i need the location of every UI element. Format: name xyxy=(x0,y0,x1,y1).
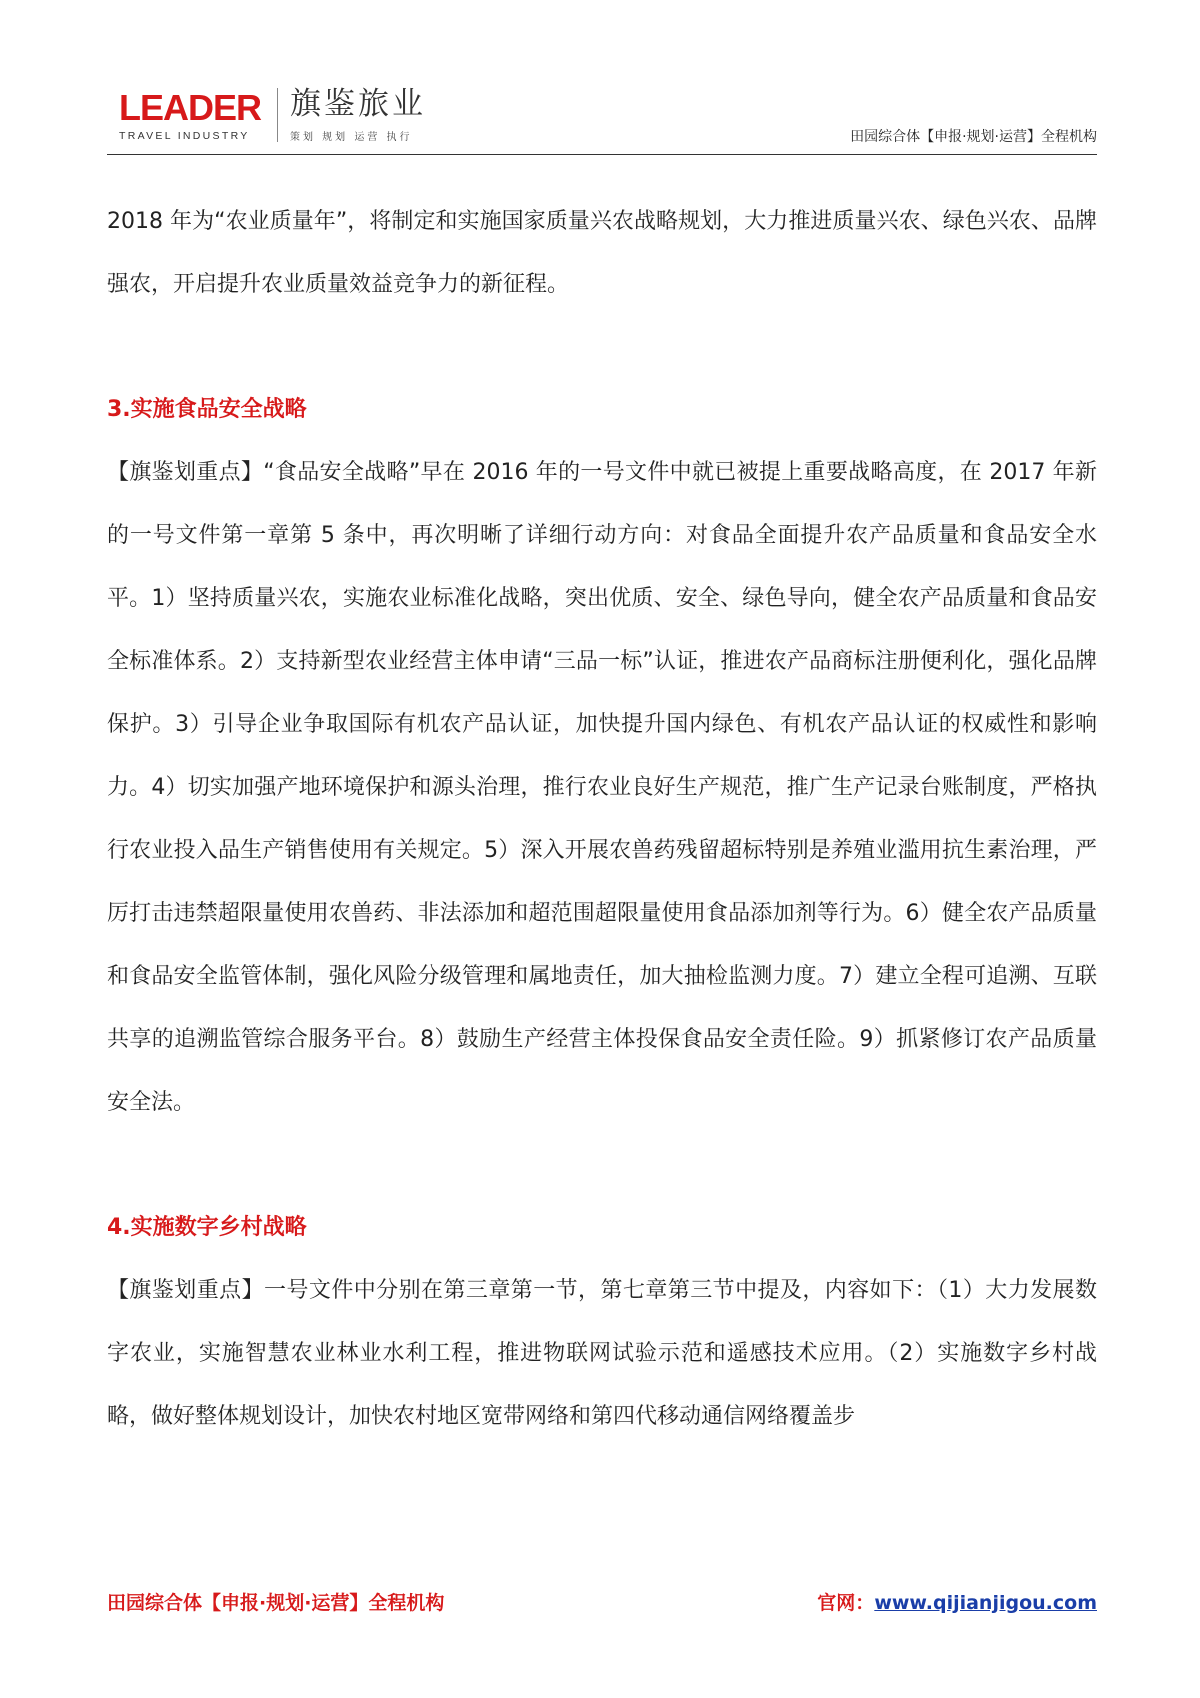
footer-website-label: 官网： xyxy=(817,1592,875,1614)
spacer xyxy=(107,316,1097,378)
logo-wordmark: LEADER xyxy=(119,87,262,128)
brand-name: 旗鉴旅业 xyxy=(290,86,426,122)
logo-subtitle: TRAVEL INDUSTRY xyxy=(119,130,250,142)
section-3-heading: 3.实施食品安全战略 xyxy=(107,397,307,422)
intro-paragraph: 2018 年为“农业质量年”，将制定和实施国家质量兴农战略规划，大力推进质量兴农、绿色兴农、品牌强农，开启提升农业质量效益竞争力的新征程。 xyxy=(107,209,1097,297)
page-header xyxy=(107,80,1097,155)
header-tagline: 田园综合体【申报·规划·运营】全程机构 xyxy=(850,129,1097,145)
brand-block xyxy=(290,86,426,143)
document-body xyxy=(107,190,1097,1448)
spacer xyxy=(107,1134,1097,1196)
leader-logo xyxy=(119,87,262,142)
section-3-paragraph: 【旗鉴划重点】“食品安全战略”早在 2016 年的一号文件中就已被提上重要战略高度，在 2017 年新的一号文件第一章第 5 条中，再次明晰了详细行动方向：对食品全面提升农产品质量和食品安全水平。1）坚持质量兴农，实施农业标准化战略，突出优质、安全、绿色导向，健全农产品质量和食品安全标准体系。2）支持新型农业经营主体申请“三品一标”认证，推进农产品商标注册便利化，强化品牌保护。3）引导企业争取国际有机农产品认证，加快提升国内绿色、有机农产品认证的权威性和影响力。4）切实加强产地环境保护和源头治理，推行农业良好生产规范，推广生产记录台账制度，严格执行农业投入品生产销售使用有关规定。5）深入开展农兽药残留超标特别是养殖业滥用抗生素治理，严厉打击违禁超限量使用农兽药、非法添加和超范围超限量使用食品添加剂等行为。6）健全农产品质量和食品安全监管体制，强化风险分级管理和属地责任，加大抽检监测力度。7）建立全程可追溯、互联共享的追溯监管综合服务平台。8）鼓励生产经营主体投保食品安全责任险。9）抓紧修订农产品质量安全法。 xyxy=(107,460,1097,1115)
brand-tagline: 策划 规划 运营 执行 xyxy=(290,132,413,143)
section-4-heading: 4.实施数字乡村战略 xyxy=(107,1215,307,1240)
header-divider xyxy=(107,154,1097,155)
page-footer xyxy=(107,1588,1097,1618)
footer-tagline: 田园综合体【申报·规划·运营】全程机构 xyxy=(107,1592,445,1614)
website-link[interactable]: www.qijianjigou.com xyxy=(874,1592,1097,1614)
footer-website xyxy=(817,1588,1097,1615)
section-4-paragraph: 【旗鉴划重点】一号文件中分别在第三章第一节，第七章第三节中提及，内容如下：（1）大力发展数字农业，实施智慧农业林业水利工程，推进物联网试验示范和遥感技术应用。（2）实施数字乡村战略，做好整体规划设计，加快农村地区宽带网络和第四代移动通信网络覆盖步 xyxy=(107,1278,1097,1429)
logo-divider xyxy=(277,88,278,142)
